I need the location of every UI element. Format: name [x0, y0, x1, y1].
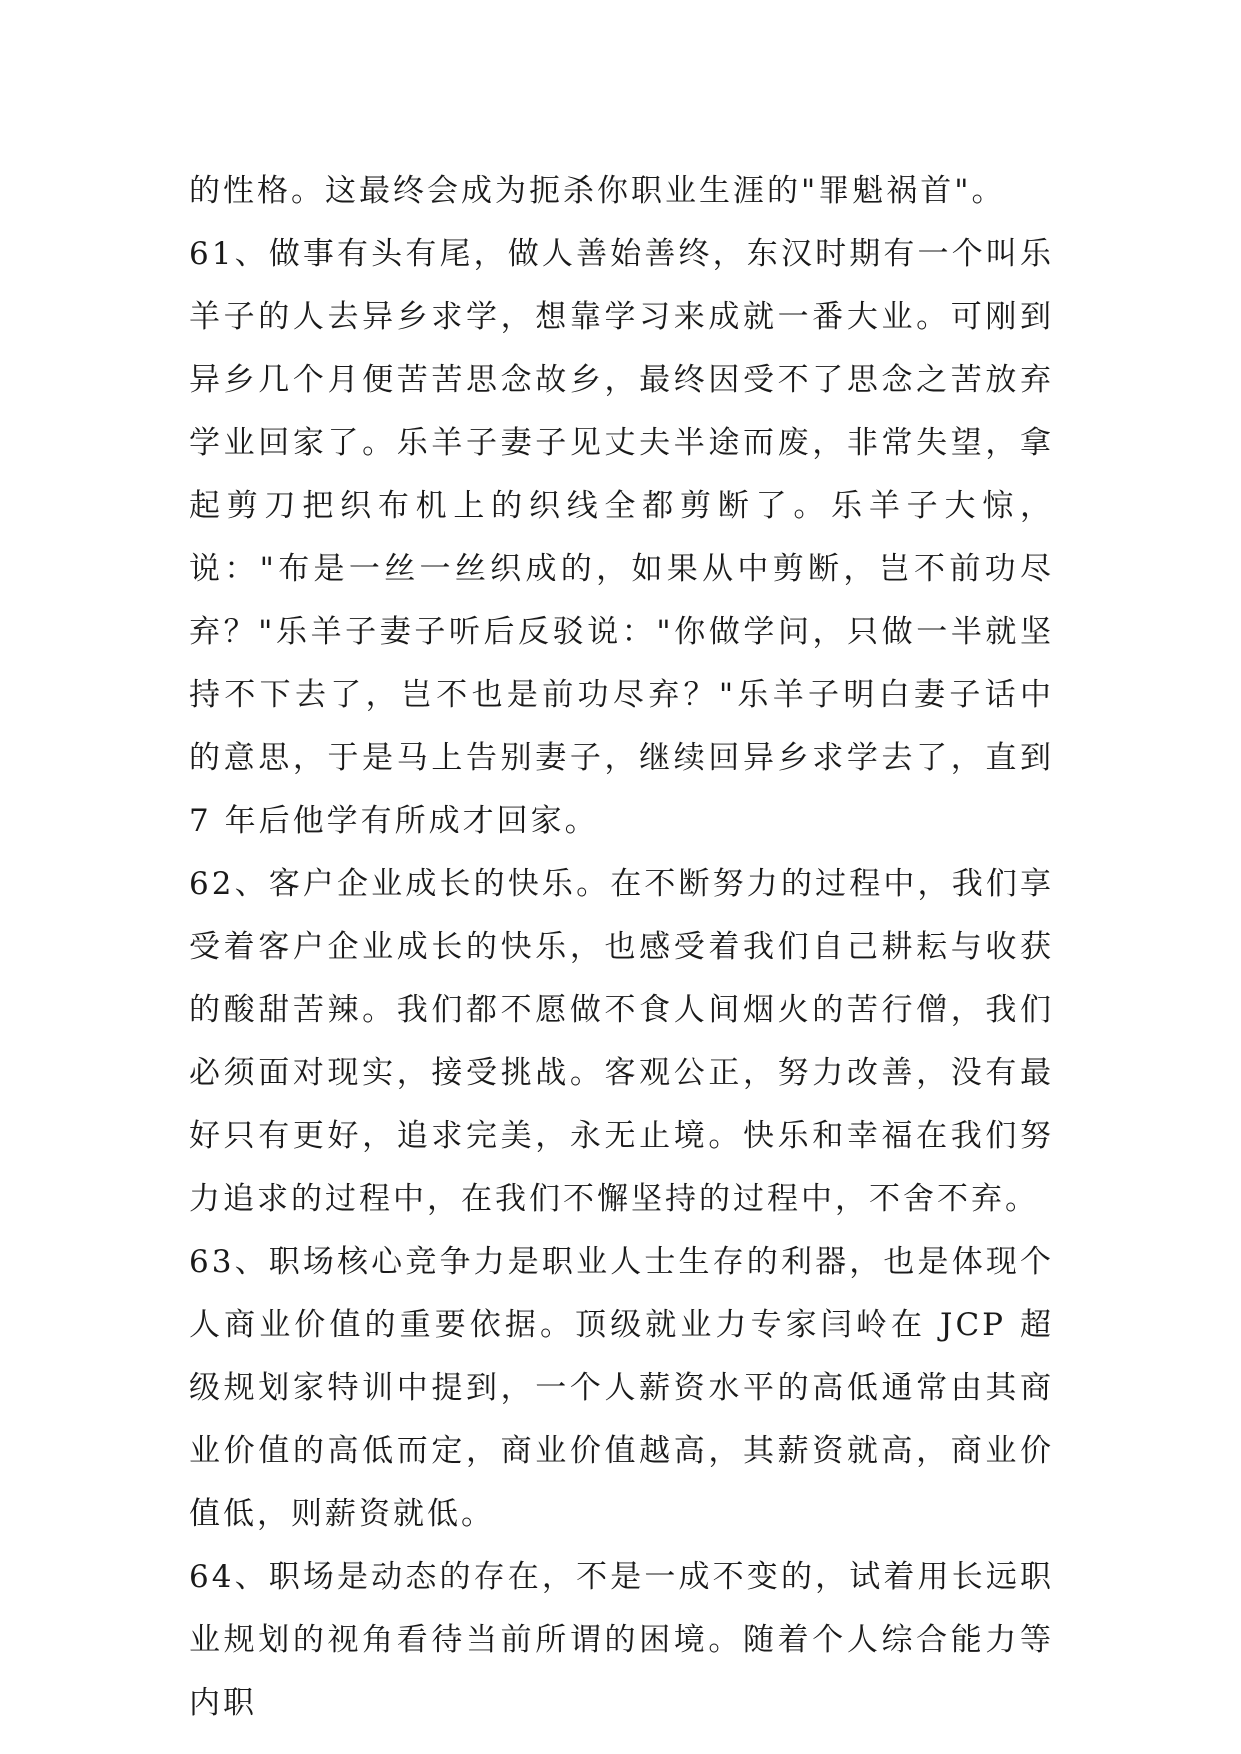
paragraph-64: 64、职场是动态的存在，不是一成不变的，试着用长远职业规划的视角看待当前所谓的困境。随着个人综合能力等内职: [189, 1559, 1054, 1721]
paragraph-62: 62、客户企业成长的快乐。在不断努力的过程中，我们享受着客户企业成长的快乐，也感受着我们自己耕耘与收获的酸甜苦辣。我们都不愿做不食人间烟火的苦行僧，我们必须面对现实，接受挑战。客观公正，努力改善，没有最好只有更好，追求完美，永无止境。快乐和幸福在我们努力追求的过程中，在我们不懈坚持的过程中，不舍不弃。: [189, 866, 1054, 1217]
paragraph-63: 63、职场核心竞争力是职业人士生存的利器，也是体现个人商业价值的重要依据。顶级就业力专家闫岭在 JCP 超级规划家特训中提到，一个人薪资水平的高低通常由其商业价值的高低而定，商业价值越高，其薪资就高，商业价值低，则薪资就低。: [189, 1244, 1054, 1532]
document-body: [189, 160, 1054, 1735]
paragraph-continuation: 的性格。这最终会成为扼杀你职业生涯的"罪魁祸首"。: [189, 173, 1006, 209]
paragraph-61: 61、做事有头有尾，做人善始善终，东汉时期有一个叫乐羊子的人去异乡求学，想靠学习来成就一番大业。可刚到异乡几个月便苦苦思念故乡，最终因受不了思念之苦放弃学业回家了。乐羊子妻子见丈夫半途而废，非常失望，拿起剪刀把织布机上的织线全都剪断了。乐羊子大惊，说："布是一丝一丝织成的，如果从中剪断，岂不前功尽弃？"乐羊子妻子听后反驳说："你做学问，只做一半就坚持不下去了，岂不也是前功尽弃？"乐羊子明白妻子话中的意思，于是马上告别妻子，继续回异乡求学去了，直到 7 年后他学有所成才回家。: [189, 236, 1054, 839]
